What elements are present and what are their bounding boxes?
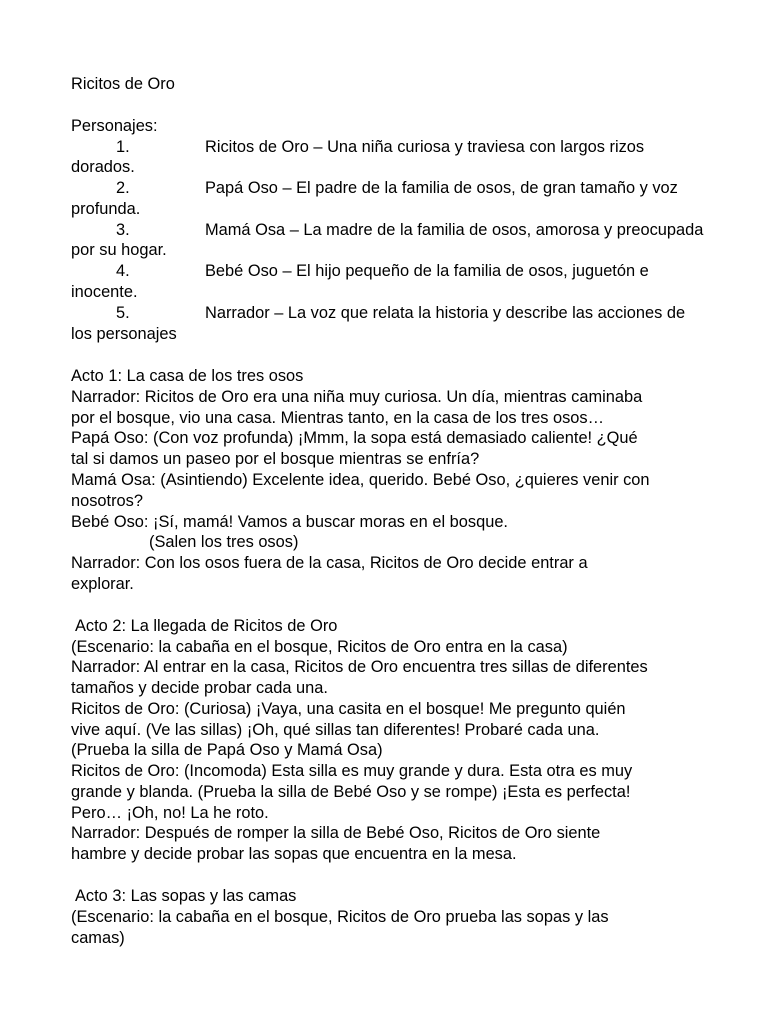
list-text: Papá Oso – El padre de la familia de osos, de gran tamaño y voz — [205, 179, 678, 197]
list-item-continuation: los personajes — [71, 325, 177, 343]
dialogue-line: tamaños y decide probar cada una. — [71, 679, 328, 697]
dialogue-line: (Escenario: la cabaña en el bosque, Ricitos de Oro prueba las sopas y las — [71, 908, 609, 926]
list-item — [116, 137, 644, 157]
characters-heading: Personajes: — [71, 117, 158, 135]
dialogue-line: (Escenario: la cabaña en el bosque, Ricitos de Oro entra en la casa) — [71, 638, 568, 656]
dialogue-line: Pero… ¡Oh, no! La he roto. — [71, 804, 269, 822]
act-1-heading: Acto 1: La casa de los tres osos — [71, 367, 304, 385]
dialogue-line: grande y blanda. (Prueba la silla de Bebé Oso y se rompe) ¡Esta es perfecta! — [71, 783, 631, 801]
list-item-continuation: por su hogar. — [71, 241, 167, 259]
stage-direction: (Salen los tres osos) — [149, 533, 299, 551]
list-number: 1. — [116, 138, 130, 156]
dialogue-line: por el bosque, vio una casa. Mientras tanto, en la casa de los tres osos… — [71, 409, 604, 427]
list-number: 5. — [116, 304, 130, 322]
list-item — [116, 303, 685, 323]
list-item — [116, 261, 649, 281]
list-item-continuation: inocente. — [71, 283, 138, 301]
dialogue-line: Narrador: Ricitos de Oro era una niña muy curiosa. Un día, mientras caminaba — [71, 388, 643, 406]
dialogue-line: Narrador: Con los osos fuera de la casa, Ricitos de Oro decide entrar a — [71, 554, 588, 572]
list-number: 4. — [116, 262, 130, 280]
list-item — [116, 220, 703, 240]
list-text: Bebé Oso – El hijo pequeño de la familia de osos, juguetón e — [205, 262, 649, 280]
list-text: Narrador – La voz que relata la historia y describe las acciones de — [205, 304, 686, 322]
dialogue-line: explorar. — [71, 575, 134, 593]
dialogue-line: Ricitos de Oro: (Curiosa) ¡Vaya, una casita en el bosque! Me pregunto quién — [71, 700, 626, 718]
dialogue-line: tal si damos un paseo por el bosque mientras se enfría? — [71, 450, 480, 468]
act-3-heading: Acto 3: Las sopas y las camas — [75, 887, 297, 905]
dialogue-line: Papá Oso: (Con voz profunda) ¡Mmm, la sopa está demasiado caliente! ¿Qué — [71, 429, 638, 447]
dialogue-line: Narrador: Al entrar en la casa, Ricitos de Oro encuentra tres sillas de diferentes — [71, 658, 648, 676]
dialogue-line: Bebé Oso: ¡Sí, mamá! Vamos a buscar moras en el bosque. — [71, 513, 508, 531]
act-2-heading: Acto 2: La llegada de Ricitos de Oro — [75, 617, 338, 635]
dialogue-line: Ricitos de Oro: (Incomoda) Esta silla es muy grande y dura. Esta otra es muy — [71, 762, 633, 780]
dialogue-line: camas) — [71, 929, 125, 947]
dialogue-line: vive aquí. (Ve las sillas) ¡Oh, qué sillas tan diferentes! Probaré cada una. — [71, 721, 600, 739]
list-text: Ricitos de Oro – Una niña curiosa y traviesa con largos rizos — [205, 138, 645, 156]
dialogue-line: Narrador: Después de romper la silla de Bebé Oso, Ricitos de Oro siente — [71, 824, 601, 842]
dialogue-line: nosotros? — [71, 492, 143, 510]
list-item — [116, 178, 678, 198]
list-item-continuation: dorados. — [71, 158, 135, 176]
list-number: 2. — [116, 179, 130, 197]
list-item-continuation: profunda. — [71, 200, 141, 218]
dialogue-line: Mamá Osa: (Asintiendo) Excelente idea, querido. Bebé Oso, ¿quieres venir con — [71, 471, 650, 489]
list-number: 3. — [116, 221, 130, 239]
dialogue-line: hambre y decide probar las sopas que encuentra en la mesa. — [71, 845, 517, 863]
document-title: Ricitos de Oro — [71, 75, 175, 93]
list-text: Mamá Osa – La madre de la familia de osos, amorosa y preocupada — [205, 221, 704, 239]
dialogue-line: (Prueba la silla de Papá Oso y Mamá Osa) — [71, 741, 383, 759]
